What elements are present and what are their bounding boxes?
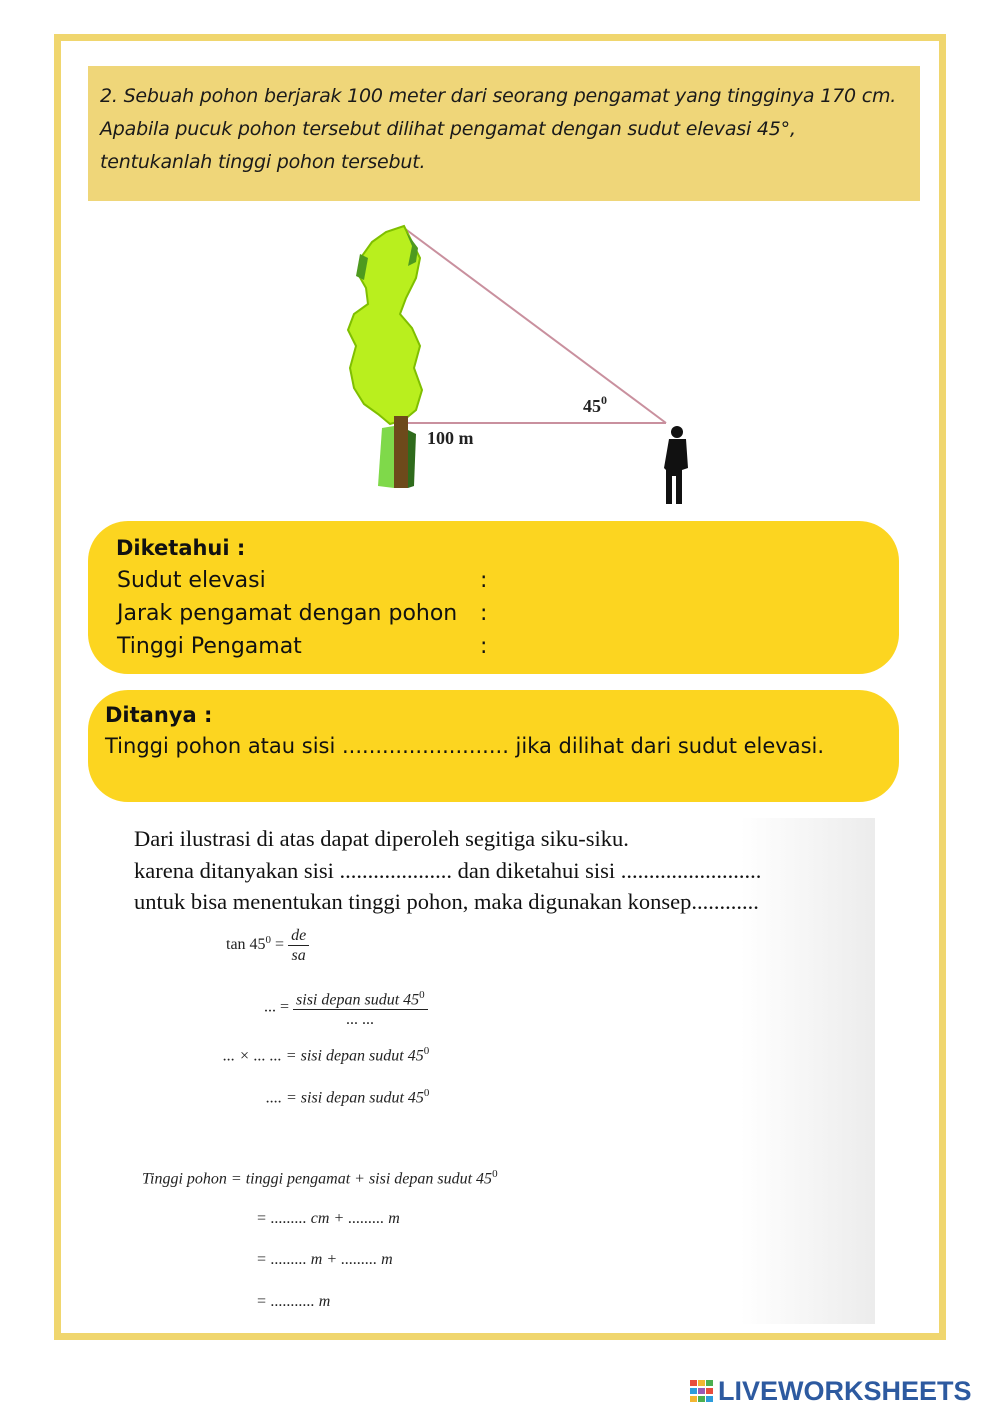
eq-denominator: ... ... [346,1011,375,1029]
eq-left: ... = [264,998,290,1016]
asked-title: Ditanya : [105,703,213,727]
question-line: 2. Sebuah pohon berjarak 100 meter dari seorang pengamat yang tingginya 170 cm. [100,85,897,107]
observer-icon [664,426,688,504]
eq-fraction [288,926,309,965]
equation-ratio [264,986,428,1029]
known-title: Diketahui : [116,536,246,560]
eq-text: Tinggi pohon = tinggi pengamat + sisi depan sudut 45 [142,1170,493,1188]
angle-label: $45^0$ [583,393,607,416]
known-row-label: Tinggi Pengamat [117,634,302,659]
brand-name: LIVEWORKSHEETS [718,1376,972,1406]
solution-line: Dari ilustrasi di atas dapat diperoleh segitiga siku-siku. [134,826,629,851]
eq-text: .... = sisi depan sudut 45 [266,1089,424,1107]
eq-degree: 0 [419,989,425,1001]
eq-text: ... × ... ... = sisi depan sudut 45 [223,1047,424,1065]
known-row-colon: : [480,634,488,659]
asked-text: Tinggi pohon atau sisi ......................... jika dilihat dari sudut elevasi. [105,734,825,758]
tree-observer-illustration [320,218,700,510]
eq-degree: 0 [423,1045,430,1057]
eq-numerator: de [288,926,309,946]
equation-multiply [223,1045,429,1065]
eq-fraction [293,986,428,1029]
known-row-colon: : [480,601,488,626]
eq-degree: 0 [492,1168,498,1180]
solution-line: karena ditanyakan sisi .................... dan diketahui sisi ......................... [134,858,762,883]
distance-label: 100 m [427,428,474,448]
solution-line: untuk bisa menentukan tinggi pohon, maka digunakan konsep............ [134,889,759,914]
question-line: Apabila pucuk pohon tersebut dilihat pengamat dengan sudut elevasi 45°, [100,118,796,140]
known-row-label: Sudut elevasi [117,568,266,593]
solution-scan [126,818,875,1324]
equation-tan [226,926,309,965]
eq-numerator: sisi depan sudut 45 [296,991,420,1009]
eq-sign: = [275,936,285,954]
line-of-sight [404,228,666,423]
question-line: tentukanlah tinggi pohon tersebut. [100,151,426,173]
eq-degree: 0 [265,933,272,946]
equation-step-3: = ........... m [256,1293,331,1310]
eq-degree: 0 [423,1087,430,1099]
equation-result [266,1087,429,1107]
known-row-label: Jarak pengamat dengan pohon [117,601,458,626]
liveworksheets-logo-icon [690,1380,714,1402]
question-box [88,66,920,201]
equation-tree-height [142,1168,498,1188]
asked-section [88,690,899,802]
equation-step-2: = ......... m + ......... m [256,1251,393,1268]
eq-tan-label: tan 45 [226,936,266,954]
equation-step-1: = ......... cm + ......... m [256,1210,400,1227]
known-section [88,521,899,674]
tree-icon [348,226,422,488]
eq-denominator: sa [291,947,306,964]
known-row-colon: : [480,568,488,593]
